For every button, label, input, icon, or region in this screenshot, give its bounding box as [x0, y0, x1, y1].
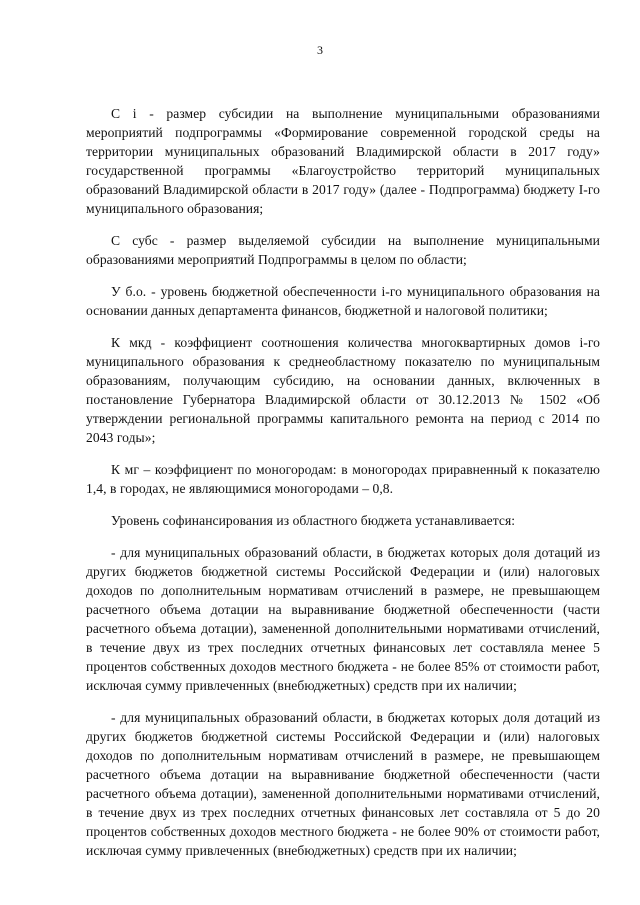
paragraph-k-mkd-definition: К мкд - коэффициент соотношения количества многоквартирных домов i-го муниципального образования к среднеобластному показателю по муниципальным образованиям, получающим субсидию, на основании данных, включенных в постановление Губернатора Владимирской области от 30.12.2013 № 1502 «Об утверждении региональной программы капитального ремонта на период с 2014 по 2043 годы»;: [86, 335, 600, 445]
paragraph-k-mg-definition: К мг – коэффициент по моногородам: в моногородах приравненный к показателю 1,4, в городах, не являющимися моногородами – 0,8.: [86, 462, 600, 496]
paragraph-c-i-definition: С i - размер субсидии на выполнение муниципальными образованиями мероприятий подпрограммы «Формирование современной городской среды на территории муниципальных образований Владимирской области в 2017 году» государственной программы «Благоустройство территорий муниципальных образований Владимирской области в 2017 году» (далее - Подпрограмма) бюджету I-го муниципального образования;: [86, 106, 600, 216]
paragraph-c-subs-definition: С субс - размер выделяемой субсидии на выполнение муниципальными образованиями мероприятий Подпрограммы в целом по области;: [86, 233, 600, 267]
page-number: 3: [317, 43, 323, 57]
paragraph-cofinancing-intro: Уровень софинансирования из областного бюджета устанавливается:: [111, 513, 516, 528]
paragraph-cofinancing-85: - для муниципальных образований области, в бюджетах которых доля дотаций из других бюджетов бюджетной системы Российской Федерации и (или) налоговых доходов по дополнительным нормативам отчислений в размере, не превышающем расчетного объема дотации на выравнивание бюджетной обеспеченности (части расчетного объема дотации), замененной дополнительными нормативами отчислений, в течение двух из трех последних отчетных финансовых лет составляла менее 5 процентов собственных доходов местного бюджета - не более 85% от стоимости работ, исключая сумму привлеченных (внебюджетных) средств при их наличии;: [86, 545, 600, 693]
paragraph-u-bo-definition: У б.о. - уровень бюджетной обеспеченности i-го муниципального образования на основании данных департамента финансов, бюджетной и налоговой политики;: [86, 284, 600, 318]
document-body: [86, 104, 600, 873]
paragraph-cofinancing-90: - для муниципальных образований области, в бюджетах которых доля дотаций из других бюджетов бюджетной системы Российской Федерации и (или) налоговых доходов по дополнительным нормативам отчислений в размере, не превышающем расчетного объема дотации на выравнивание бюджетной обеспеченности (части расчетного объема дотации), замененной дополнительными нормативами отчислений, в течение двух из трех последних отчетных финансовых лет составляла от 5 до 20 процентов собственных доходов местного бюджета - не более 90% от стоимости работ, исключая сумму привлеченных (внебюджетных) средств при их наличии;: [86, 710, 600, 858]
